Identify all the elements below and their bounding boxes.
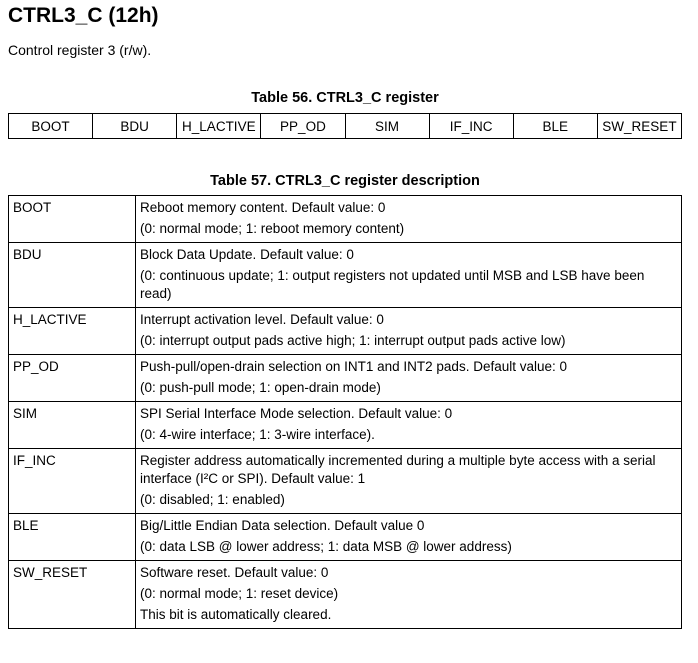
- table-row: [9, 355, 682, 402]
- field-name: SW_RESET: [9, 561, 136, 629]
- description-line: Software reset. Default value: 0: [140, 565, 329, 580]
- field-name: H_LACTIVE: [9, 308, 136, 355]
- bit-cell-4: PP_OD: [261, 114, 345, 139]
- bit-cell-3: SIM: [345, 114, 429, 139]
- description-line: SPI Serial Interface Mode selection. Default value: 0: [140, 406, 453, 421]
- field-name: SIM: [9, 402, 136, 449]
- table-row: [9, 561, 682, 629]
- description-line: (0: normal mode; 1: reboot memory content): [140, 221, 405, 236]
- description-line: Push-pull/open-drain selection on INT1 and INT2 pads. Default value: 0: [140, 359, 567, 374]
- description-line: (0: interrupt output pads active high; 1: interrupt output pads active low): [140, 333, 566, 348]
- description-line: (0: continuous update; 1: output registers not updated until MSB and LSB have been read): [140, 268, 645, 301]
- description-table-caption: Table 57. CTRL3_C register description: [210, 173, 480, 189]
- page-subtitle: Control register 3 (r/w).: [8, 42, 152, 58]
- table-row: [9, 196, 682, 243]
- field-name: IF_INC: [9, 449, 136, 514]
- table-row: [9, 449, 682, 514]
- description-line: (0: 4-wire interface; 1: 3-wire interface).: [140, 427, 375, 442]
- bit-cell-2: IF_INC: [429, 114, 513, 139]
- field-description: [136, 514, 682, 561]
- field-description: [136, 402, 682, 449]
- field-name: BOOT: [9, 196, 136, 243]
- field-description: [136, 196, 682, 243]
- bit-cell-0: SW_RESET: [597, 114, 681, 139]
- description-line: (0: data LSB @ lower address; 1: data MSB @ lower address): [140, 539, 512, 554]
- field-name: PP_OD: [9, 355, 136, 402]
- field-description: [136, 561, 682, 629]
- description-line: Register address automatically incremented during a multiple byte access with a serial interface (I²C or SPI). Default value: 1: [140, 453, 656, 486]
- description-line: Block Data Update. Default value: 0: [140, 247, 354, 262]
- register-bit-table: [8, 113, 682, 139]
- description-line: (0: push-pull mode; 1: open-drain mode): [140, 380, 381, 395]
- description-line: Interrupt activation level. Default value: 0: [140, 312, 384, 327]
- bit-cell-1: BLE: [513, 114, 597, 139]
- register-description-table: [8, 195, 682, 629]
- description-line: Big/Little Endian Data selection. Default value 0: [140, 518, 425, 533]
- bit-cell-5: H_LACTIVE: [177, 114, 261, 139]
- field-name: BDU: [9, 243, 136, 308]
- register-table-caption: Table 56. CTRL3_C register: [251, 90, 439, 106]
- field-description: [136, 308, 682, 355]
- page-title: CTRL3_C (12h): [8, 4, 159, 27]
- field-name: BLE: [9, 514, 136, 561]
- table-row: [9, 308, 682, 355]
- description-line: Reboot memory content. Default value: 0: [140, 200, 386, 215]
- bit-cell-7: BOOT: [9, 114, 93, 139]
- description-line: (0: normal mode; 1: reset device): [140, 586, 339, 601]
- table-row: [9, 514, 682, 561]
- register-bit-row: [9, 114, 682, 139]
- field-description: [136, 449, 682, 514]
- bit-cell-6: BDU: [93, 114, 177, 139]
- field-description: [136, 243, 682, 308]
- field-description: [136, 355, 682, 402]
- description-line: (0: disabled; 1: enabled): [140, 492, 285, 507]
- description-line: This bit is automatically cleared.: [140, 607, 332, 622]
- table-row: [9, 402, 682, 449]
- table-row: [9, 243, 682, 308]
